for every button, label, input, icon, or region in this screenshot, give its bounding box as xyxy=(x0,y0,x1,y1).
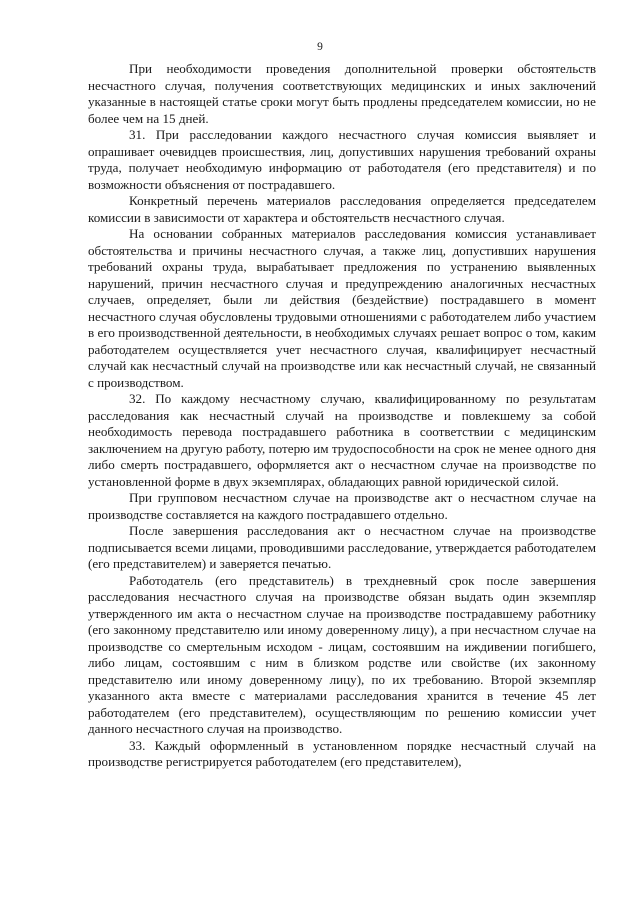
paragraph: 31. При расследовании каждого несчастного случая комиссия выявляет и опрашивает очевидцев происшествия, лиц, допустивших нарушения требований охраны труда, получает необходимую информацию от работодателя (его представителя) и по возможности объяснения от пострадавшего. xyxy=(88,127,596,192)
paragraph: 33. Каждый оформленный в установленном порядке несчастный случай на производстве регистрируется работодателем (его представителем), xyxy=(88,737,596,769)
paragraph: 32. По каждому несчастному случаю, квалифицированному по результатам расследования как несчастный случай на производстве и повлекшему за собой необходимость перевода пострадавшего работника в соответствии с медицинским заключением на другую работу, потерю им трудоспособности на срок не менее одного дня либо смерть пострадавшего, оформляется акт о несчастном случае на производстве по установленной форме в двух экземплярах, обладающих равной юридической силой. xyxy=(88,391,596,489)
page-number: 9 xyxy=(317,41,323,53)
document-body xyxy=(88,61,596,771)
paragraph: При групповом несчастном случае на производстве акт о несчастном случае на производстве составляется на каждого пострадавшего отдельно. xyxy=(88,490,596,522)
paragraph: На основании собранных материалов расследования комиссия устанавливает обстоятельства и причины несчастного случая, а также лиц, допустивших нарушения требований охраны труда, вырабатывает предложения по устранению выявленных нарушений, причин несчастного случая и предупреждению аналогичных несчастных случаев, определяет, были ли действия (бездействие) пострадавшего в момент несчастного случая обусловлены трудовыми отношениями с работодателем либо участием в его производственной деятельности, в необходимых случаях решает вопрос о том, каким работодателем осуществляется учет несчастного случая, квалифицирует несчастный случай как несчастный случай на производстве или как несчастный случай, не связанный с производством. xyxy=(88,226,596,390)
paragraph: После завершения расследования акт о несчастном случае на производстве подписывается всеми лицами, проводившими расследование, утверждается работодателем (его представителем) и заверяется печатью. xyxy=(88,523,596,571)
paragraph: Работодатель (его представитель) в трехдневный срок после завершения расследования несчастного случая на производстве обязан выдать один экземпляр утвержденного им акта о несчастном случае на производстве пострадавшему работнику (его законному представителю или иному доверенному лицу), а при несчастном случае на производстве со смертельным исходом - лицам, состоявшим на иждивении погибшего, либо лицам, состоявшим с ним в близком родстве или свойстве (их законному представителю или иному доверенному лицу), по их требованию. Второй экземпляр указанного акта вместе с материалами расследования хранится в течение 45 лет работодателем (его представителем), осуществляющим по решению комиссии учет данного несчастного случая на производство. xyxy=(88,572,596,736)
paragraph: При необходимости проведения дополнительной проверки обстоятельств несчастного случая, получения соответствующих медицинских и иных заключений указанные в настоящей статье сроки могут быть продлены председателем комиссии, но не более чем на 15 дней. xyxy=(88,61,596,126)
paragraph: Конкретный перечень материалов расследования определяется председателем комиссии в зависимости от характера и обстоятельств несчастного случая. xyxy=(88,193,596,225)
